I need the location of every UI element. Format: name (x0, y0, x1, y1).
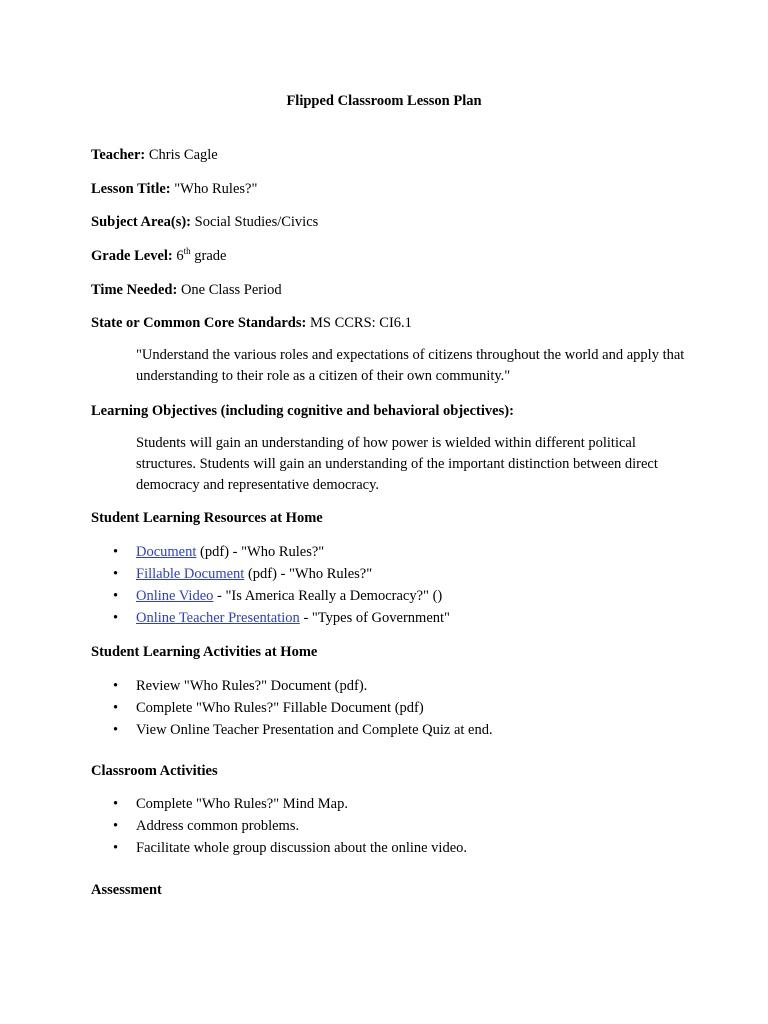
activity-text: Review "Who Rules?" Document (pdf). (136, 678, 368, 694)
list-item (91, 837, 467, 859)
list-item (91, 815, 467, 837)
document-title: Flipped Classroom Lesson Plan (286, 93, 482, 109)
teacher-line (91, 147, 218, 164)
home-activities-list (91, 675, 493, 741)
document-link[interactable]: Document (136, 544, 197, 560)
subject-area-label: Subject Area(s): (91, 214, 192, 230)
list-item (91, 675, 493, 697)
assessment-heading: Assessment (91, 882, 162, 898)
bullet-icon: • (113, 678, 119, 694)
bullet-icon: • (113, 818, 119, 834)
time-needed-label: Time Needed: (91, 282, 178, 298)
activity-text: View Online Teacher Presentation and Complete Quiz at end. (136, 722, 493, 738)
grade-level-suffix: th (183, 246, 191, 257)
subject-area-value: Social Studies/Civics (191, 214, 319, 230)
standards-label: State or Common Core Standards: (91, 315, 307, 331)
classroom-activities-heading: Classroom Activities (91, 763, 218, 779)
lesson-title-line (91, 181, 257, 198)
list-item (91, 585, 450, 607)
list-item (91, 607, 450, 629)
standards-quote: "Understand the various roles and expectations of citizens throughout the world and apply that understanding to their role as a citizen of their own community." (136, 347, 685, 384)
list-item (91, 541, 450, 563)
objectives-heading: Learning Objectives (including cognitive and behavioral objectives): (91, 403, 514, 419)
teacher-value: Chris Cagle (145, 147, 218, 163)
grade-level-rest: grade (190, 248, 227, 264)
grade-level-label: Grade Level: (91, 248, 173, 264)
online-teacher-presentation-link[interactable]: Online Teacher Presentation (136, 610, 300, 626)
resource-desc: (pdf) - "Who Rules?" (244, 566, 373, 582)
bullet-icon: • (113, 796, 119, 812)
bullet-icon: • (113, 588, 119, 604)
bullet-icon: • (113, 610, 119, 626)
grade-level-number: 6 (172, 248, 184, 264)
time-needed-line (91, 282, 282, 299)
fillable-document-link[interactable]: Fillable Document (136, 566, 245, 582)
lesson-title-label: Lesson Title: (91, 181, 171, 197)
list-item (91, 563, 450, 585)
activity-text: Complete "Who Rules?" Mind Map. (136, 796, 348, 812)
bullet-icon: • (113, 566, 119, 582)
list-item (91, 697, 493, 719)
activity-text: Address common problems. (136, 818, 300, 834)
resource-desc: (pdf) - "Who Rules?" (196, 544, 325, 560)
classroom-activities-list (91, 793, 467, 859)
lesson-title-value: "Who Rules?" (170, 181, 258, 197)
list-item (91, 719, 493, 741)
teacher-label: Teacher: (91, 147, 146, 163)
standards-value: MS CCRS: CI6.1 (306, 315, 412, 331)
resource-desc: - "Types of Government" (299, 610, 450, 626)
bullet-icon: • (113, 700, 119, 716)
resources-heading: Student Learning Resources at Home (91, 510, 323, 526)
bullet-icon: • (113, 722, 119, 738)
time-needed-value: One Class Period (177, 282, 282, 298)
activity-text: Complete "Who Rules?" Fillable Document (pdf) (136, 700, 424, 716)
resources-list (91, 541, 450, 629)
grade-level-line (91, 248, 226, 265)
list-item (91, 793, 467, 815)
subject-area-line (91, 214, 318, 231)
resource-desc: - "Is America Really a Democracy?" () (213, 588, 443, 604)
home-activities-heading: Student Learning Activities at Home (91, 644, 318, 660)
objectives-text: Students will gain an understanding of how power is wielded within different political structures. Students will gain an understanding of the important distinction between direct democracy and representative democracy. (136, 435, 658, 493)
standards-line (91, 315, 412, 332)
activity-text: Facilitate whole group discussion about the online video. (136, 840, 468, 856)
bullet-icon: • (113, 544, 119, 560)
online-video-link[interactable]: Online Video (136, 588, 214, 604)
bullet-icon: • (113, 840, 119, 856)
